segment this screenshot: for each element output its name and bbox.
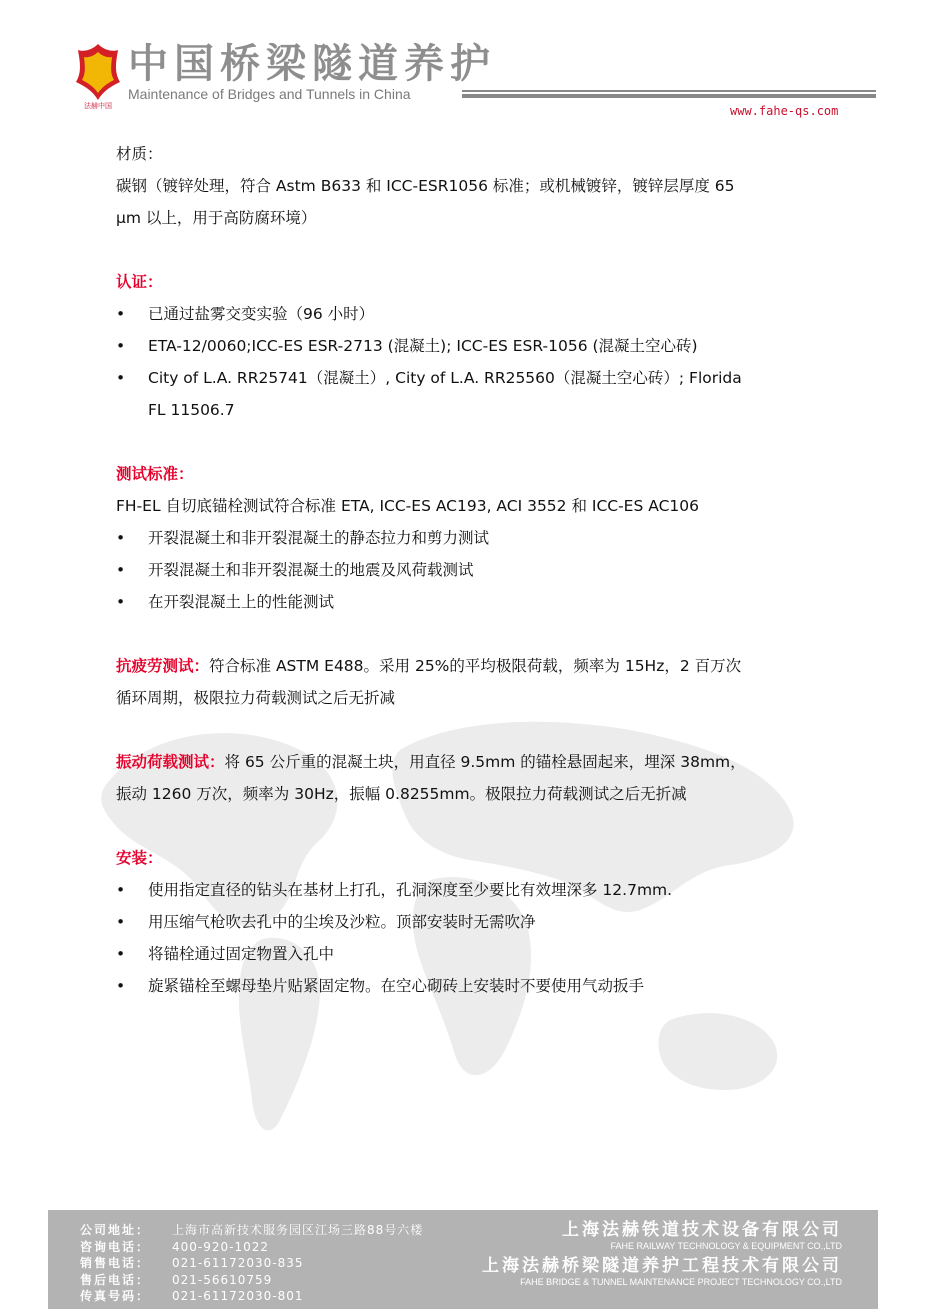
- vibration-heading: 振动荷载测试：: [116, 753, 225, 771]
- material-text-line-2: μm 以上，用于高防腐环境）: [116, 209, 317, 227]
- vibration-paragraph: [116, 746, 826, 778]
- logo-caption: 法赫中国: [84, 102, 112, 110]
- contact-info: [80, 1222, 423, 1305]
- list-item: [116, 298, 826, 330]
- list-item: [116, 330, 826, 362]
- vibration-text-line-1: 将 65 公斤重的混凝土块，用直径 9.5mm 的锚栓悬固起来，埋深 38mm，: [224, 753, 746, 771]
- contact-row-fax: [80, 1288, 423, 1305]
- list-item: [116, 906, 826, 938]
- contact-label: 销售电话：: [80, 1256, 151, 1270]
- material-label: 材质：: [116, 145, 163, 163]
- installation-step: 用压缩气枪吹去孔中的尘埃及沙粒。顶部安装时无需吹净: [148, 913, 536, 931]
- certification-item: City of L.A. RR25741（混凝土）, City of L.A. RR25560（混凝土空心砖）; Florida: [148, 369, 742, 387]
- certification-heading: 认证：: [116, 273, 163, 291]
- contact-value: 021-61172030-801: [172, 1289, 304, 1303]
- test-standard-item: 开裂混凝土和非开裂混凝土的地震及风荷载测试: [148, 561, 474, 579]
- fatigue-text-line-2: 循环周期，极限拉力荷载测试之后无折减: [116, 689, 396, 707]
- website-url: www.fahe-qs.com: [730, 104, 839, 118]
- contact-row-sales: [80, 1255, 423, 1272]
- contact-value: 400-920-1022: [172, 1239, 270, 1254]
- bullet-icon: •: [116, 529, 126, 547]
- certification-item: 已通过盐雾交变实验（96 小时）: [148, 305, 375, 323]
- company-2-name-cn: 上海法赫桥梁隧道养护工程技术有限公司: [482, 1256, 842, 1276]
- test-standard-intro: FH-EL 自切底锚栓测试符合标准 ETA, ICC-ES AC193, ACI 3552 和 ICC-ES AC106: [116, 497, 699, 515]
- certification-item-continued: FL 11506.7: [148, 401, 235, 419]
- list-item: [116, 554, 826, 586]
- bullet-icon: •: [116, 913, 126, 931]
- company-2-name-en: FAHE BRIDGE & TUNNEL MAINTENANCE PROJECT TECHNOLOGY CO.,LTD: [520, 1277, 842, 1287]
- bullet-icon: •: [116, 881, 126, 899]
- certification-item: ETA-12/0060;ICC-ES ESR-2713 (混凝土); ICC-ES ESR-1056 (混凝土空心砖): [148, 337, 698, 355]
- fatigue-heading: 抗疲劳测试：: [116, 657, 210, 675]
- list-item: [116, 970, 826, 1002]
- contact-label: 公司地址：: [80, 1223, 151, 1237]
- company-names: [482, 1220, 842, 1292]
- list-item: [116, 362, 826, 394]
- installation-step: 旋紧锚栓至螺母垫片贴紧固定物。在空心砌砖上安装时不要使用气动扳手: [148, 977, 645, 995]
- contact-label: 咨询电话：: [80, 1239, 151, 1254]
- installation-heading: 安装：: [116, 849, 163, 867]
- company-1-name-cn: 上海法赫铁道技术设备有限公司: [562, 1220, 842, 1240]
- bullet-icon: •: [116, 337, 126, 355]
- brand-title-en: Maintenance of Bridges and Tunnels in China: [128, 86, 411, 102]
- bullet-icon: •: [116, 945, 126, 963]
- test-standard-heading: 测试标准：: [116, 465, 194, 483]
- installation-step: 使用指定直径的钻头在基材上打孔，孔洞深度至少要比有效埋深多 12.7mm.: [148, 881, 673, 899]
- test-standard-item: 在开裂混凝土上的性能测试: [148, 593, 335, 611]
- header-rule: [462, 90, 876, 100]
- installation-step: 将锚栓通过固定物置入孔中: [148, 945, 335, 963]
- fatigue-paragraph: [116, 650, 826, 682]
- contact-row-inquiry: [80, 1239, 423, 1256]
- test-standard-item: 开裂混凝土和非开裂混凝土的静态拉力和剪力测试: [148, 529, 490, 547]
- contact-label: 传真号码：: [80, 1289, 151, 1303]
- list-item: [116, 522, 826, 554]
- list-item: [116, 938, 826, 970]
- contact-value: 021-61172030-835: [172, 1256, 304, 1270]
- list-item: [116, 586, 826, 618]
- vibration-text-line-2: 振动 1260 万次，频率为 30Hz，振幅 0.8255mm。极限拉力荷载测试之后无折减: [116, 785, 687, 803]
- document-body: [116, 138, 826, 1002]
- brand-title-cn: 中国桥梁隧道养护: [128, 41, 496, 87]
- fahe-logo: [74, 42, 122, 104]
- list-item: [116, 874, 826, 906]
- contact-value: 上海市高新技术服务园区江场三路88号六楼: [172, 1223, 424, 1237]
- contact-value: 021-56610759: [172, 1272, 273, 1287]
- bullet-icon: •: [116, 369, 126, 387]
- bullet-icon: •: [116, 561, 126, 579]
- contact-row-address: [80, 1222, 423, 1239]
- list-item-continuation: [116, 394, 826, 426]
- company-1-name-en: FAHE RAILWAY TECHNOLOGY & EQUIPMENT CO.,LTD: [610, 1241, 842, 1251]
- fatigue-text-line-1: 符合标准 ASTM E488。采用 25%的平均极限荷载，频率为 15Hz，2 百万次: [209, 657, 742, 675]
- bullet-icon: •: [116, 977, 126, 995]
- contact-label: 售后电话：: [80, 1272, 151, 1287]
- footer-bar: [48, 1210, 878, 1309]
- letterhead: [0, 0, 926, 130]
- bullet-icon: •: [116, 305, 126, 323]
- material-text-line-1: 碳钢（镀锌处理，符合 Astm B633 和 ICC-ESR1056 标准；或机械镀锌，镀锌层厚度 65: [116, 177, 735, 195]
- bullet-icon: •: [116, 593, 126, 611]
- contact-row-service: [80, 1272, 423, 1289]
